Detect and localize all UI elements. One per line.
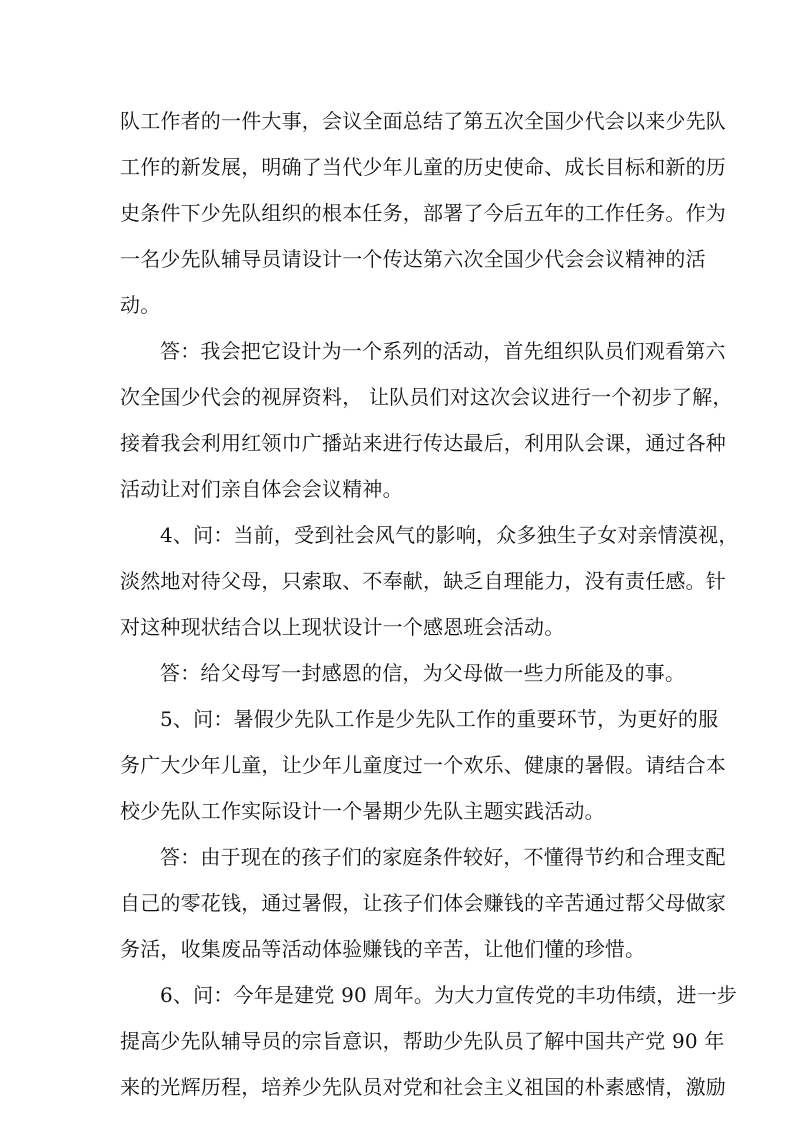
text-line-content: 4、问：当前，受到社会风气的影响，众多独生子女对亲情漠视， bbox=[160, 523, 739, 547]
text-line: 淡然地对待父母，只索取、不奉献，缺乏自理能力，没有责任感。针 bbox=[120, 569, 726, 593]
text-line bbox=[120, 834, 726, 880]
paragraph-question-6 bbox=[120, 972, 738, 1110]
document-body bbox=[120, 98, 739, 1110]
text-line-content: 答：给父母写一封感恩的信，为父母做一些力所能及的事。 bbox=[160, 661, 686, 685]
text-line: 务活，收集废品等活动体验赚钱的辛苦，让他们懂的珍惜。 bbox=[120, 937, 646, 961]
paragraph-answer-3 bbox=[120, 328, 733, 512]
text-line: 对这种现状结合以上现状设计一个感恩班会活动。 bbox=[120, 615, 565, 639]
paragraph-answer-4 bbox=[120, 650, 686, 696]
text-line: 来的光辉历程，培养少先队员对党和社会主义祖国的朴素感情，激励 bbox=[120, 1075, 726, 1099]
text-line-content: 答：我会把它设计为一个系列的活动，首先组织队员们观看第六 bbox=[160, 339, 726, 363]
text-line bbox=[120, 512, 739, 558]
paragraph-question-5 bbox=[120, 696, 726, 834]
text-line bbox=[120, 696, 719, 742]
text-line: 队工作者的一件大事，会议全面总结了第五次全国少代会以来少先队 bbox=[120, 109, 726, 133]
paragraph-question-4 bbox=[120, 512, 739, 650]
text-line-content: 6、问：今年是建党 90 周年。为大力宣传党的丰功伟绩，进一步 bbox=[160, 983, 738, 1007]
text-line: 提高少先队辅导员的宗旨意识，帮助少先队员了解中国共产党 90 年 bbox=[120, 1029, 725, 1053]
text-line bbox=[120, 328, 726, 374]
text-line: 一名少先队辅导员请设计一个传达第六次全国少代会会议精神的活 bbox=[120, 247, 706, 271]
text-line bbox=[120, 972, 738, 1018]
text-line: 工作的新发展，明确了当代少年儿童的历史使命、成长目标和新的历 bbox=[120, 155, 726, 179]
text-line: 接着我会利用红领巾广播站来进行传达最后，利用队会课，通过各种 bbox=[120, 431, 726, 455]
text-line: 次全国少代会的视屏资料， 让队员们对这次会议进行一个初步了解， bbox=[120, 385, 733, 409]
text-line: 务广大少年儿童，让少年儿童度过一个欢乐、健康的暑假。请结合本 bbox=[120, 753, 726, 777]
paragraph-continued-question bbox=[120, 98, 726, 328]
text-line: 活动让对们亲自体会会议精神。 bbox=[120, 477, 403, 501]
text-line-content: 5、问：暑假少先队工作是少先队工作的重要环节，为更好的服 bbox=[160, 707, 719, 731]
text-line: 自己的零花钱，通过暑假，让孩子们体会赚钱的辛苦通过帮父母做家 bbox=[120, 891, 726, 915]
text-line: 史条件下少先队组织的根本任务，部署了今后五年的工作任务。作为 bbox=[120, 201, 726, 225]
paragraph-answer-5 bbox=[120, 834, 726, 972]
text-line bbox=[120, 650, 686, 696]
text-line: 动。 bbox=[120, 293, 161, 317]
text-line-content: 答：由于现在的孩子们的家庭条件较好，不懂得节约和合理支配 bbox=[160, 845, 726, 869]
text-line: 校少先队工作实际设计一个暑期少先队主题实践活动。 bbox=[120, 799, 605, 823]
